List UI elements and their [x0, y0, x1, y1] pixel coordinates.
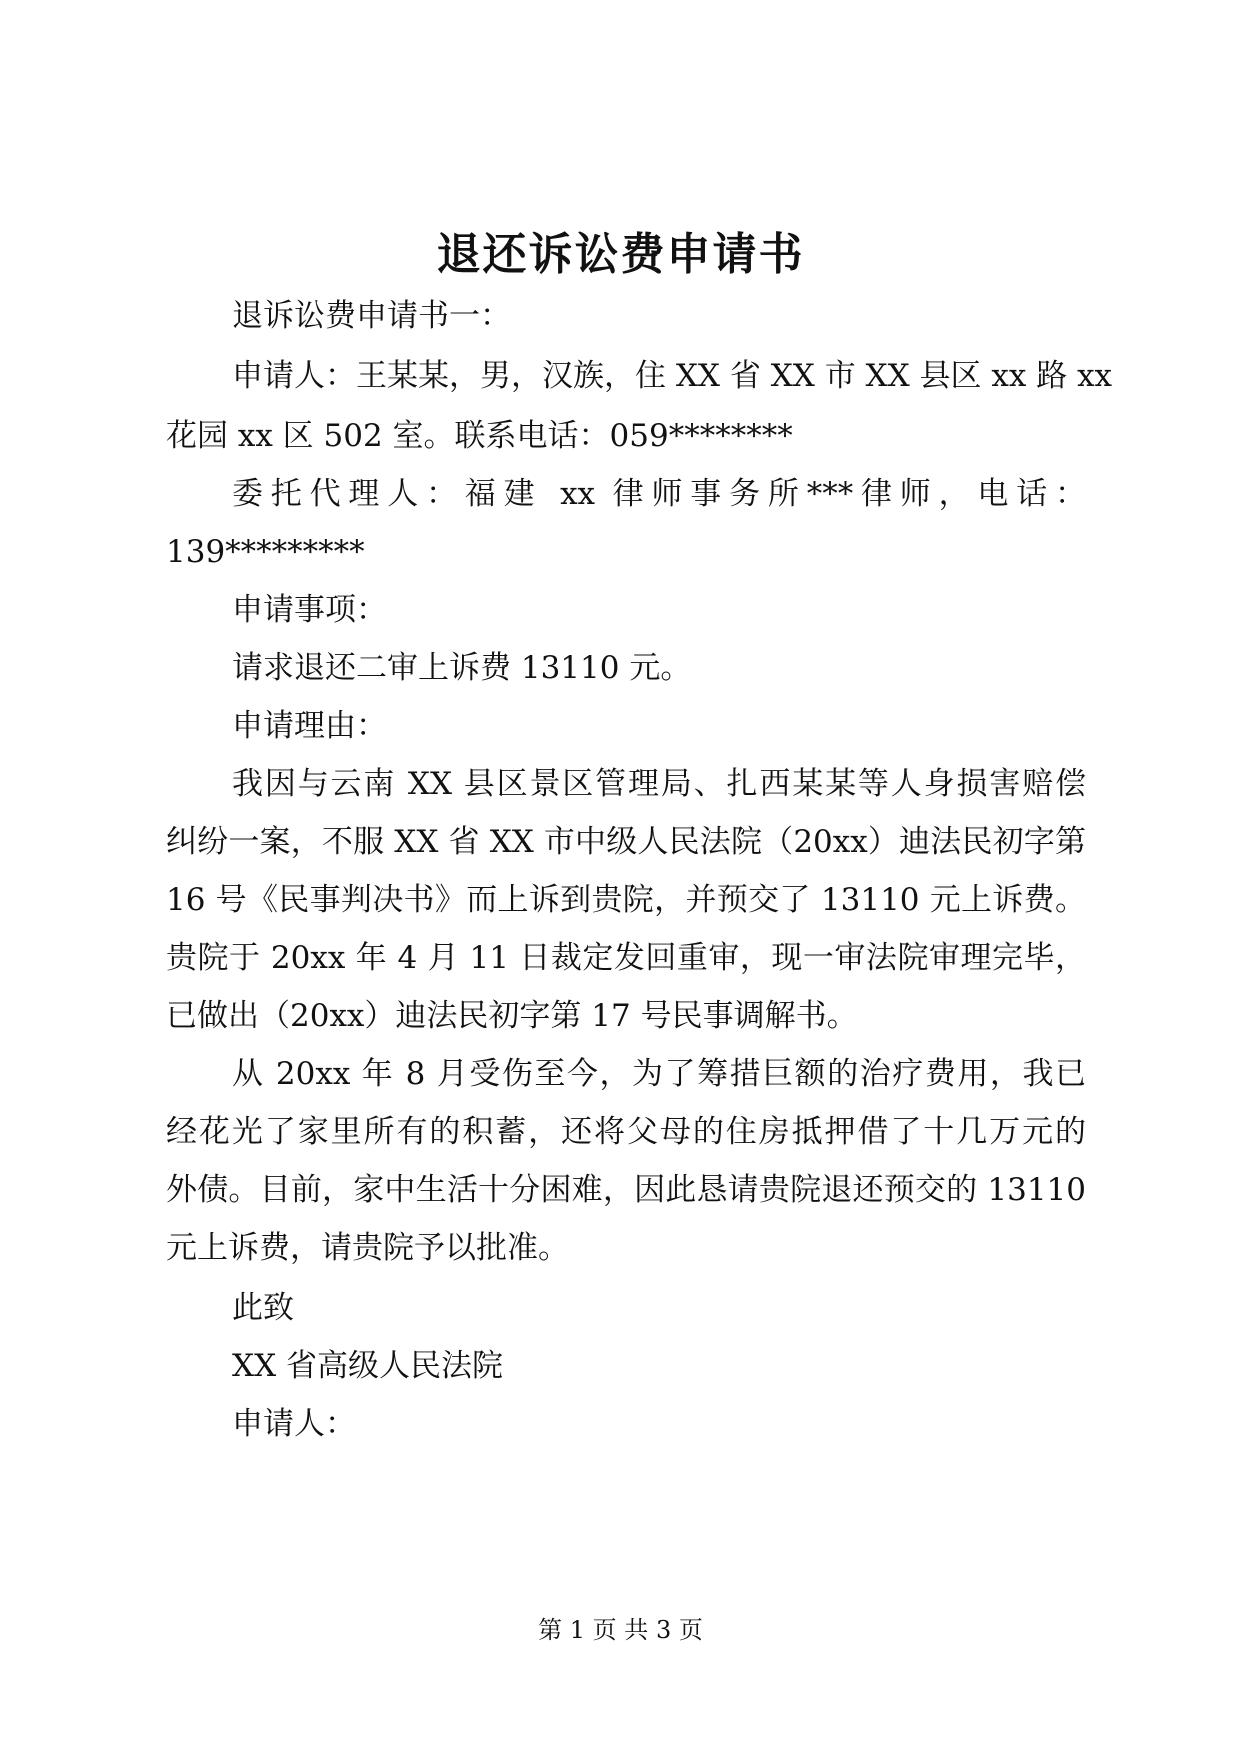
reason-paragraph-line: 外债。目前，家中生活十分困难，因此恳请贵院退还预交的 13110 [166, 1172, 1086, 1208]
page-number: 第 1 页 共 3 页 [538, 1616, 703, 1644]
applicant-line: 申请人：王某某，男，汉族，住 XX 省 XX 市 XX 县区 xx 路 xx [232, 358, 1113, 394]
recipient: XX 省高级人民法院 [232, 1348, 503, 1384]
reason-paragraph-line: 16 号《民事判决书》而上诉到贵院，并预交了 13110 元上诉费。 [166, 882, 1086, 918]
section-heading: 退诉讼费申请书一： [232, 298, 511, 334]
signature-label: 申请人： [232, 1406, 356, 1442]
reason-paragraph-line: 我因与云南 XX 县区景区管理局、扎西某某等人身损害赔偿 [232, 766, 1086, 802]
reason-paragraph-line: 经花光了家里所有的积蓄，还将父母的住房抵押借了十几万元的 [166, 1114, 1086, 1150]
reason-paragraph-line: 贵院于 20xx 年 4 月 11 日裁定发回重审，现一审法院审理完毕， [166, 940, 1086, 976]
document-title: 退还诉讼费申请书 [436, 229, 805, 280]
reason-paragraph-line: 已做出（20xx）迪法民初字第 17 号民事调解书。 [166, 998, 858, 1034]
agent-line-cont: 139********* [166, 534, 365, 570]
applicant-line-cont: 花园 xx 区 502 室。联系电话：059******** [166, 418, 793, 454]
agent-line: 委托代理人：福建 xx 律师事务所***律师，电话： [232, 476, 1086, 512]
reason-paragraph-line: 纠纷一案，不服 XX 省 XX 市中级人民法院（20xx）迪法民初字第 [166, 824, 1086, 860]
request-heading: 申请事项： [232, 592, 387, 628]
reason-paragraph-line: 从 20xx 年 8 月受伤至今，为了筹措巨额的治疗费用，我已 [232, 1056, 1086, 1092]
request-text: 请求退还二审上诉费 13110 元。 [232, 650, 692, 686]
salutation: 此致 [232, 1290, 294, 1326]
reason-heading: 申请理由： [232, 708, 387, 744]
reason-paragraph-line: 元上诉费，请贵院予以批准。 [166, 1230, 569, 1266]
